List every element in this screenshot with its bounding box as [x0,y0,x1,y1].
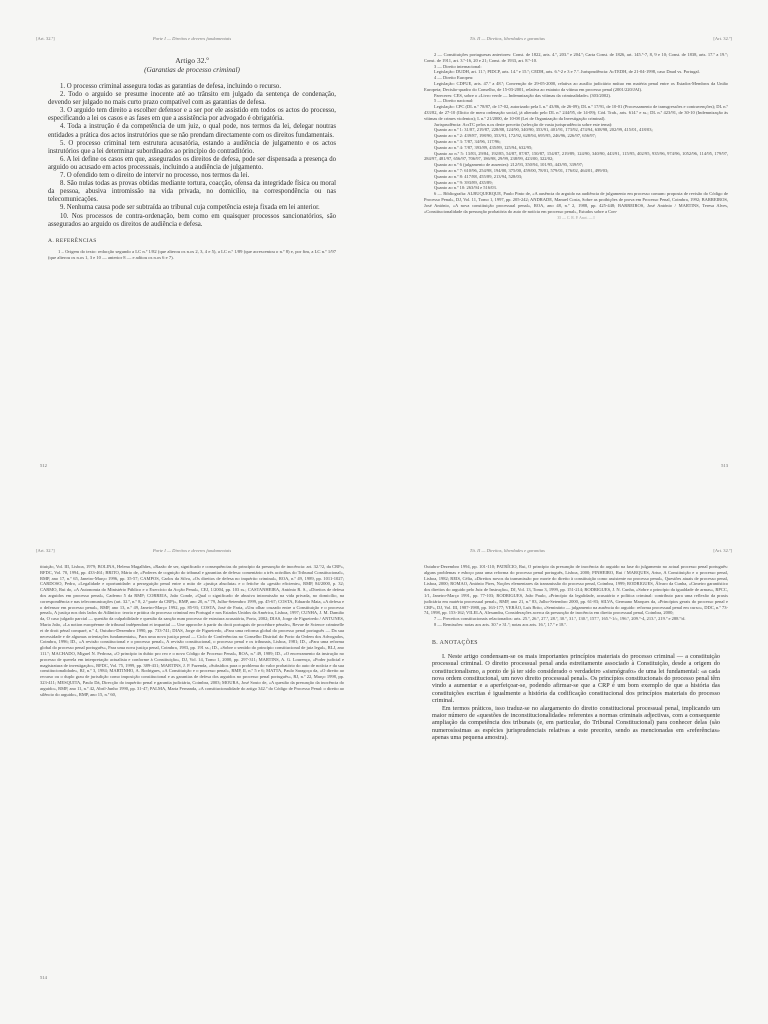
page-number: 514 [40,975,47,980]
references-heading: A. REFERÊNCIAS [48,237,97,244]
case-law-intro: Jurisprudência: AcsTC pelos n.os deste preceito (selecção de vasta jurisprudência sobre este tema): [434,121,613,127]
page-number: 513 [721,463,728,468]
case-law-n3: Quanto ao n.º 3: 7/87, 34/96, 117/96; [434,138,501,144]
running-header [36,36,348,45]
clause-3: 3. O arguido tem direito a escolher defensor e a ser por ele assistido em todos os actos do processo, especificando a lei os casos e as fases em que a assistência por advogado é obrigatória. [48,107,336,123]
annotation-1: I. Neste artigo condensam-se os mais importantes princípios materiais do processo criminal — a constituição processual criminal. O direito processual penal anda estreitamente associado à Constituição, desde a origem do constitucionalismo, a ponto de já ter sido considerado o verdadeiro «sismógrafo» de uma lei fundamental: «a cada nova ordem constitucional, um novo direito processual penal». Os princípios constitucionais do processo penal têm vindo a aumentar e a aperfeiçoar-se, podendo afirmar-se que a CRP é um bom exemplo de que a história das constituições escritas é igualmente a história da codificação constitucional dos princípios materiais do processo criminal. [432,652,720,705]
european-legislation: Legislação: CDFUE, arts. 47.º a 48.º; Convenção de 29-05-2000, relativa ao auxílio judiciário mútuo em matéria penal entre os Estados-Membros da União Europeia; Decisão-quadro do Conselho, de 15-03-2001, relativa ao estatuto da vítima em processo penal (2001/220/JAI). [424,80,728,92]
annotation-2: Em termos práticos, isso traduz-se no alargamento do direito constitucional processual penal, implicando um maior número de «questões de inconstitucionalidade» referentes a normas criminais adjectivas, com a consequente ampliação da competência dos tribunais (e, em particular, do Tribunal Constitucional) para conhecer delas (são numerosíssimas as espécies jurisprudenciais relativas a este preceito, sendo as mencionadas em «referências» apenas uma pequena amostra). [432,704,720,742]
case-law-n1: Quanto ao n.º 1: 31/87, 219/87, 228/88, 124/90, 340/90, 353/91, 401/91, 173/92, 474/94, 638/98, 202/99, 415/01, 418/03; [434,127,653,133]
article-subtitle: (Garantias de processo criminal) [144,66,240,74]
page-514 [0,512,384,1024]
clause-2: 2. Todo o arguido se presume inocente até ao trânsito em julgado da sentença de condenação, devendo ser julgado no mais curto prazo compatível com as garantias de defesa. [48,91,336,107]
header-article-ref: [Art. 32.º] [36,548,55,553]
case-law-n4: Quanto ao n.º 4: 7/87, 393/89, 435/89, 125/94, 632/95; [434,144,533,150]
article-title: Artigo 32.º [175,56,209,65]
case-law-n5: Quanto ao n.º 5: 13/83, 29/84, 192/85, 54/87, 87/87, 150/87, 154/87, 219/89, 124/90, 340/90, 443/91, 115/95, 402/95, 935/96, 974/96, 1052/96, 114/95, 179/97, 284/97, 481/97, 656/97, 706/97, 186/98, 29/99, 238/99, 423/00, 322/02; [424,150,728,162]
clause-10: 10. Nos processos de contra-ordenação, bem como em quaisquer processos sancionatórios, são assegurados ao arguido os direitos de audiência e defesa. [48,212,336,228]
header-part-title: Parte I — Direitos e deveres fundamentais [152,36,232,41]
signature-mark: 35 — C. R. P. Anot. — I [557,216,595,221]
header-title: Tít. II — Direitos, liberdades e garantias [469,36,545,41]
header-article-ref: [Art. 32.º] [713,36,732,41]
case-law-n10: Quanto ao n.º 10: 263/94 e 516/03. [434,185,497,191]
running-header [420,548,732,557]
header-title: Tít. II — Direitos, liberdades e garantias [469,548,545,553]
national-legislation: Legislação: CPC (DL n.º 78/87, de 17-02, autorizado pela L n.º 43/86, de 26-09); DL n.º 17/91, de 10-01 (Processamento de transgressões e contravenções); DL n.º 433/82, de 27-10 (Ilícito de mera ordenação social, já alterado pelo DL n.º 244/95, de 14-09); Cód. Trab., arts. 614.º e ss.; DL n.º 423/91, de 30-10 (Indemnização às vítimas de crimes violentos); L n.º 21/2000, de 10-08 (Lei de Organização da Investigação criminal). [424,104,728,121]
case-law-n2: Quanto ao n.º 2: 439/87, 198/90, 353/91, 172/92, 628/94, 695/95, 246/96, 226/97, 656/97; [434,133,597,139]
clause-6: 6. A lei define os casos em que, assegurados os direitos de defesa, pode ser dispensada a presença do arguido ou acusado em actos processuais, incluindo a audiência de julgamento. [48,155,336,171]
header-part-title: Parte I — Direitos e deveres fundamentais [152,548,232,553]
international-law-heading: 3 — Direito internacional: [434,63,482,69]
related-provisions: 7 — Preceitos constitucionais relacionados: arts. 25.º, 26.º, 27.º, 28.º, 30.º, 31.º, 130.º, 157.º, 165.º-1/c, 196.º, 209.º-4, 213.º, 219.º e 288.º/d. [434,616,686,622]
national-law-heading: 5 — Direito nacional: [434,98,474,104]
bibliography: 6 — Bibliografia: ALBUQUERQUE, Paulo Pinto de, «A ausência do arguido na audiência de julgamento em processo comum: proposta de revisão do Código de Processo Penal», DJ, Vol. 11, Tomo 1, 1997, pp. 205-242; ANDRADE, Manuel Costa, Sobre as proibições de prova em Processo Penal, Coimbra, 1992; BARREIROS, José António, «A nova constituição processual penal», ROA, ano 48, n.º 2, 1988, pp. 425-448; BARREIROS, José António / MARTINS, Teresa Alves, «Constitucionalidade da presunção probatória do auto de notícia em processo penal», Estudos sobre a Con- [424,191,728,214]
reference-note-1: 1 – Origem do texto: redacção segundo a LC n.º 1/82 (que alterou os n.os 2, 3, 4 e 5), a LC n.º 1/89 (que acrescentou o n.º 8) e, por fim, a LC n.º 1/97 (que alterou os n.os 1, 3 e 10 — anterior 8 — e aditou os n.os 6 e 7). [48,248,336,260]
cross-references: 8 — Remissões: notas aos arts. 30.º e 31.º; notas aos arts. 16.º, 17.º e 18.º. [434,621,567,627]
european-law-heading: 4 — Direito Europeu: [434,75,474,81]
case-law-n7: Quanto ao n.º 7: 610/96, 254/98, 194/00, 375/00, 459/00, 78/01, 579/01, 176/02, 464/01, 499/03; [434,167,609,173]
clause-8: 8. São nulas todas as provas obtidas mediante tortura, coacção, ofensa da integridade física ou moral da pessoa, abusiva intromissão na vida privada, no domicílio, na correspondência ou nas telecomunicações. [48,180,336,204]
international-law: Legislação: DUDH, art. 11.º; PIDCP, arts. 14.º e 15.º; CEDH, arts. 6.º-2 e 3 e 7.º. Jurisprudência: AcTEDH, de 21-04-1998, caso Daud vs. Portugal. [434,69,700,75]
bibliography-continued: Outubro-Dezembro 1994, pp. 101-110; PATRÍCIO, Rui, O princípio da presunção de inocência do arguido na fase do julgamento no actual processo penal português: alguns problemas e esboço para uma reforma do processo penal português, Lisboa, 2000; PINHEIRO, Rui / MARQUES, Artur, A Constituição e o processo penal, Lisboa, 1982; REIS, Célia, «Direitos novos da transmissão por morte do direito à constituição como assistente no processo penal», Questões atuais de processo penal, Lisboa, 2000; ROMAO, António Pires, Noções elementares da transmissão do processo penal, Coimbra, 1999; RODRIGUES, Álvaro da Cunha, «Cimeiro garantístico dos direitos do arguido pelo Juiz de Instrução», DJ, Vol. 13, Tomo 3, 1999, pp. 151-214; RODRIGUES, J. N. Cunha, «Sobre o princípio da igualdade de armas», RPCC, 1/1, Janeiro-Março 1991, pp. 77-103; RODRIGUES, João Paulo, «Princípio da legalidade, acusatório e política criminal: contributo para uma reflexão da praxis judiciária em matéria processual penal», RMP, ano 21, n.º 83, Julho-Setembro 2000, pp. 61-83; SILVA, Germano Marques da, «Princípios gerais do processo penal e CRP», DJ, Vol. III, 1987-1988, pp. 163-177; VERÃO, Luís Brito, «Seminário — julgamento na ausência do arguido: reforma processual penal em curso», DDC, n.º 73-74, 1998, pp. 153-162; VILELA, Alexandra, Considerações acerca da presunção de inocência em direito processual penal, Coimbra, 2000; [424,564,728,616]
page-512 [0,0,384,512]
previous-constitutions: 2 — Constituições portuguesas anteriores: Const. de 1822, arts. 4.º, 203.º e 204.º; Carta Const. de 1826, art. 145.º-7, 8, 9 e 10; Const. de 1838, arts. 17.º a 19.º; Const. de 1911, art. 3.º-16, 20 e 21; Const. de 1933, art. 8.º-10. [424,52,728,63]
case-law-n6: Quanto ao n.º 6 (julgamento de ausentes): 212/93, 350/94, 101/95, 443/95, 339/97; [434,162,584,168]
running-header [420,36,732,45]
header-article-ref: [Art. 32.º] [36,36,55,41]
article-clauses [40,83,344,229]
bibliography-continued: tituição, Vol. III, Lisboa, 1979; BOLINA, Helena Magalhães, «Razão de ser, significado e consequências do princípio da presunção de inocência: art. 32.º/2, da CRP», BFDC, Vol. 70, 1994, pp. 433-461; BRITO, Mário de, «Poderes de cognição do tribunal e garantias de defesa: comentário a três acórdãos do Tribunal Constitucional», RMP, ano 17, n.º 65, Janeiro-Março 1996, pp. 35-57; CAMPOS, Carlos da Silva, «Os direitos de defesa no inquérito criminal», ROA, n.º 49, 1989, pp. 1011-1027; CARDOSO, Pedro, «Legalidade e oportunidade: a perseguição penal entre o mito de «justiça absoluta» e o fetiche da «gestão eficiente», RMP, 84/2000, p. 32; CARMO, Rui do, «A Autonomia do Ministério Público e o Exercício da Acção Penal», CEJ, 1/2004, pp. 103 ss.; CASTANHEIRA, António R. S., «Direitos de defesa dos arguidos em processo penal», Caderno 5 da RMP; CORREIA, João Conde, «Qual o significado de abusiva intromissão na vida privada, no domicílio, na correspondência e nas telecomunicações (art. 32.º, n.º 8, 2.ª parte da CRP)», RMP, ano 20, n.º 79, Julho-Setembro 1999, pp. 45-67; COSTA, Eduardo Maia, «A defesa e o defensor em processo penal», RMP, ano 13, n.º 49, Janeiro-Março 1992, pp. 85-93; COSTA, José de Faria, «Um olhar cruzado entre a Constituição e o processo penal», A justiça nos dois lados do Atlântico: teoria e prática do processo criminal em Portugal e nos Estados Unidos da América, Lisboa, 1997; CUNHA, J. M. Damião da, O caso julgado parcial — questão da culpabilidade e questão da sanção num processo de estrutura acusatória, Porto, 2002; DIAS, Jorge de Figueiredo / ANTUNES, Maria João, «La notion européenne de tribunal indépendant et impartial — Une approche à partir du droit portugais de procédure pénale», Revue de Science criminelle et de droit pénal comparé, n.º 4, Outubro-Dezembro 1990, pp. 733-741; DIAS, Jorge de Figueiredo, «Para uma reforma global do processo penal português — Da sua necessidade e de algumas orientações fundamentais», Para uma nova justiça penal — Ciclo de Conferências no Conselho Distrital do Porto da Ordem dos Advogados, Coimbra, 1996; ID., «A revisão constitucional e o processo penal», A revisão constitucional, o processo penal e os tribunais, Lisboa, 1981; ID., «Para uma reforma global do processo penal português», Para uma nova justiça penal, Coimbra, 1983, pp. 191 ss.; ID., «Sobre o sentido do princípio constitucional de juiz legal», RLJ, ano 111.º; MACHADO, Miguel N. Pedrosa, «O princípio in dubio pro reo e o novo Código de Processo Penal», ROA, n.º 49, 1989; ID., «O encerramento da instrução no processo de querela em interpretação actualista e conforme à Constituição», DJ, Vol. 14, Tomo 1, 2000, pp. 297-311; MARTINS, A. G. Lourenço, «Poder judicial e magistratura de investigação», BFDC, Vol. 75, 1999, pp. 389-431; MARTINS, J. P. Fazenda, «Subsídios para o problema do valor probatório do auto de notícia e da sua constitucionalidade», RJ, n.º 3, 1984; MARTINHO, A. Rodrigues, «A Constituição e o processo penal», RMP, II, n.º 5 e 6; MATTA, Paulo Saragoça da, «O direito ao recurso ou o duplo grau de jurisdição como imposição constitucional e as garantias de defesa dos arguidos no processo penal português», RJ, n.º 22, Março 1998, pp. 323-411; MESQUITA, Paulo Dá, Direcção do inquérito penal e garantia judiciária, Coimbra, 2003; MOURA, José Souto de, «A questão da presunção da inocência do arguido», RMP, ano 11, n.º 42, Abril-Junho 1990, pp. 31-47; PALMA, Maria Fernanda, «A constitucionalidade do artigo 342.º do Código de Processo Penal: o direito ao silêncio do arguido», RMP, ano 15, n.º 60, [40,564,344,697]
page-number: 512 [40,463,47,468]
clause-5: 5. O processo criminal tem estrutura acusatória, estando a audiência de julgamento e os actos instrutórios que a lei determinar subordinados ao princípio do contraditório. [48,139,336,155]
page-body [40,564,344,966]
header-article-ref: [Art. 32.º] [713,548,732,553]
clause-1: 1. O processo criminal assegura todas as garantias de defesa, incluindo o recurso. [60,83,282,90]
page-body [424,52,728,454]
page-515 [384,512,768,1024]
clause-4: 4. Toda a instrução é da competência de um juiz, o qual pode, nos termos da lei, delegar noutras entidades a prática dos actos instrutórios que se não prendam directamente com os direitos fundamentais. [48,123,336,139]
running-header [36,548,348,557]
annotations-heading: B. ANOTAÇÕES [432,639,478,646]
case-law-n8: Quanto ao n.º 8: 417/88, 455/89, 213/94, 528/03; [434,173,523,179]
clause-9: 9. Nenhuma causa pode ser subtraída ao tribunal cuja competência esteja fixada em lei anterior. [60,204,320,212]
clause-7: 7. O ofendido tem o direito de intervir no processo, nos termos da lei. [60,172,250,180]
page-513 [384,0,768,512]
european-opinions: Pareceres: CES, sobre o «Livro verde — Indemnização das vítimas da criminalidade» (303/2002). [434,92,611,98]
case-law-n9: Quanto ao n.º 9: 393/89, 435/89; [434,179,493,185]
page-body [424,564,728,966]
page-body [40,52,344,454]
